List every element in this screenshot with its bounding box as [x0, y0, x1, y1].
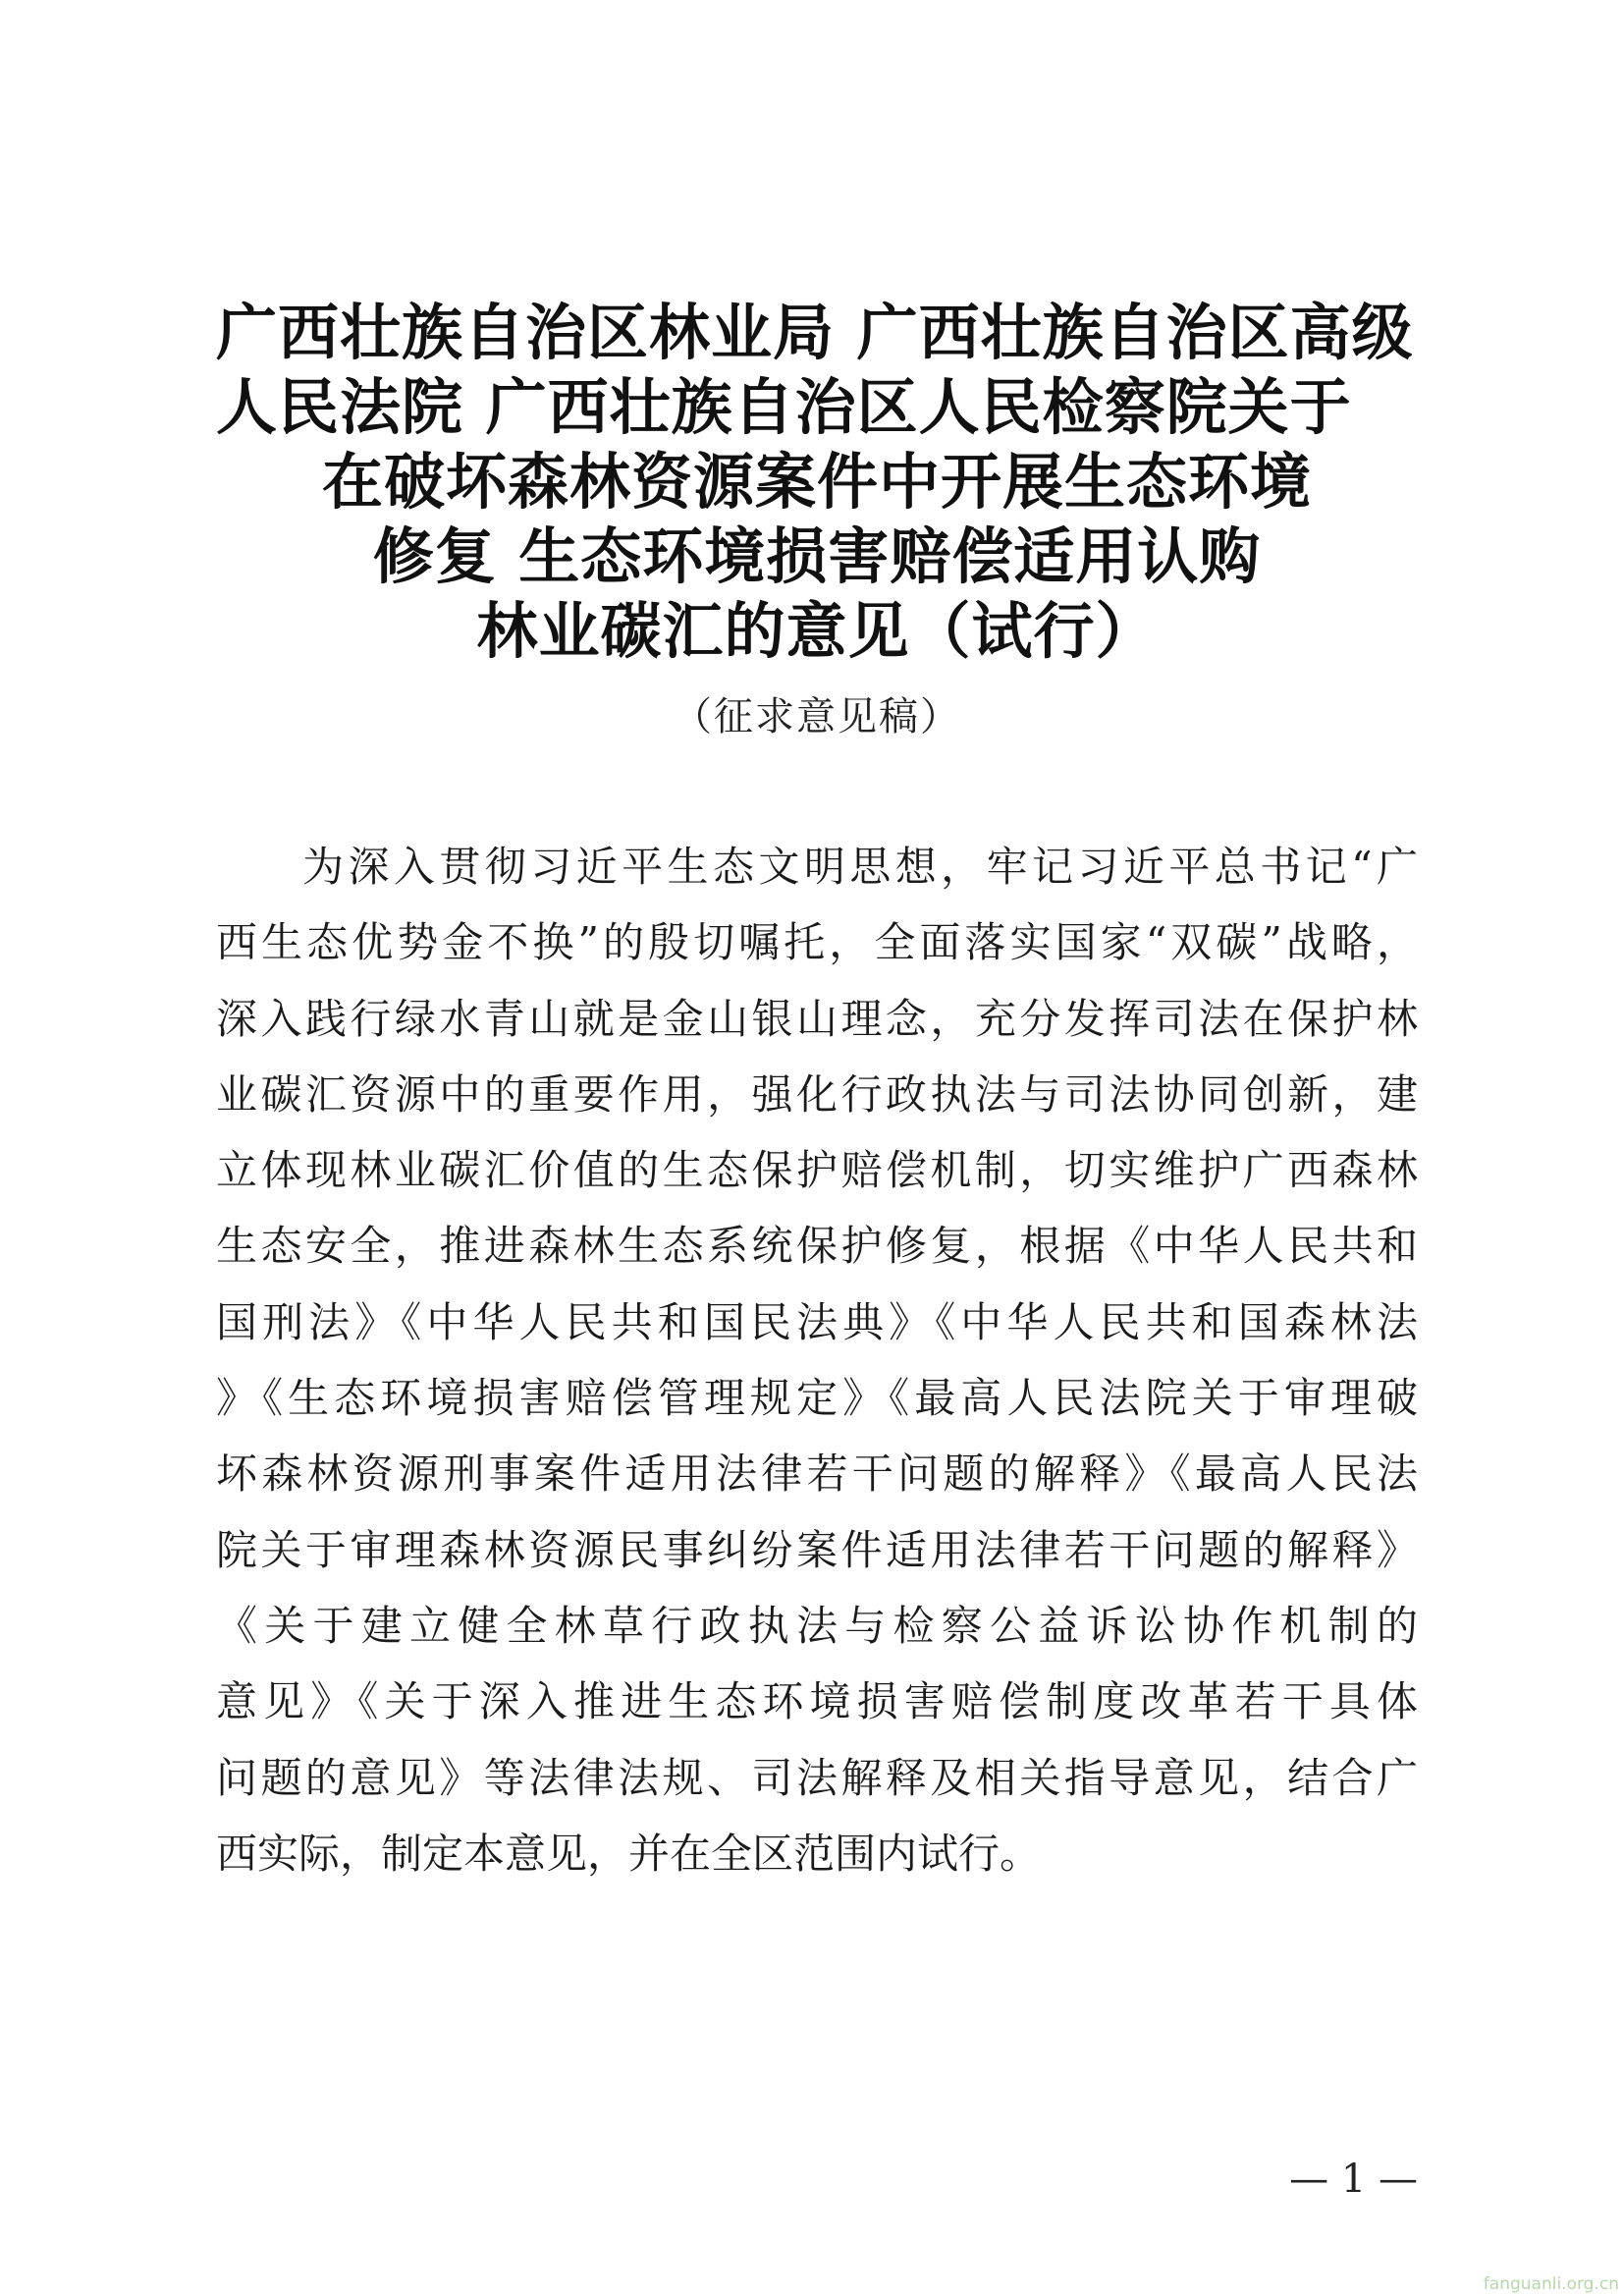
body-paragraph: [216, 829, 1418, 1891]
title-line: 人民法院 广西壮族自治区人民检察院关于: [216, 371, 1352, 443]
title-line: 在破坏森林资源案件中开展生态环境: [321, 446, 1312, 518]
body-line: 深入践行绿水青山就是金山银山理念，充分发挥司法在保护林: [216, 994, 1418, 1043]
page-number: — 1 —: [1289, 2157, 1418, 2202]
title-line: 广西壮族自治区林业局 广西壮族自治区高级: [216, 297, 1414, 368]
body-line: 》《生态环境损害赔偿管理规定》《最高人民法院关于审理破: [216, 1374, 1418, 1423]
document-title: [216, 296, 1418, 669]
body-line: 业碳汇资源中的重要作用，强化行政执法与司法协同创新，建: [216, 1069, 1418, 1119]
document-subtitle: （征求意见稿）: [673, 694, 961, 739]
title-line: 林业碳汇的意见（试行）: [476, 595, 1158, 667]
body-line: 《关于建立健全林草行政执法与检察公益诉讼协作机制的: [216, 1601, 1418, 1650]
body-line: 坏森林资源刑事案件适用法律若干问题的解释》《最高人民法: [216, 1449, 1418, 1499]
body-line: 为深入贯彻习近平生态文明思想，牢记习近平总书记“广: [302, 843, 1418, 891]
body-line: 生态安全，推进森林生态系统保护修复，根据《中华人民共和: [216, 1222, 1418, 1271]
body-line: 意见》《关于深入推进生态环境损害赔偿制度改革若干具体: [216, 1677, 1418, 1726]
body-line: 西实际，制定本意见，并在全区范围内试行。: [216, 1829, 1042, 1878]
watermark-text: fanguanli.org.cn: [1483, 2274, 1619, 2294]
body-line: 国刑法》《中华人民共和国民法典》《中华人民共和国森林法: [216, 1297, 1418, 1346]
body-line: 立体现林业碳汇价值的生态保护赔偿机制，切实维护广西森林: [216, 1146, 1418, 1195]
body-line: 院关于审理森林资源民事纠纷案件适用法律若干问题的解释》: [216, 1525, 1418, 1574]
title-line: 修复 生态环境损害赔偿适用认购: [372, 520, 1262, 592]
body-line: 西生态优势金不换”的殷切嘱托，全面落实国家“双碳”战略，: [216, 918, 1418, 967]
body-line: 问题的意见》等法律法规、司法解释及相关指导意见，结合广: [216, 1753, 1418, 1802]
